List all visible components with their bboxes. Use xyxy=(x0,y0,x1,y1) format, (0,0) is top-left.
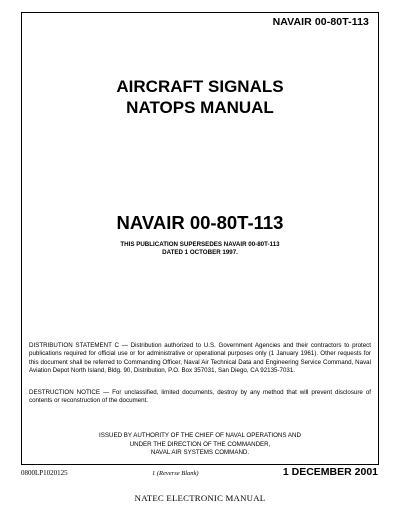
supersedes-line-1: THIS PUBLICATION SUPERSEDES NAVAIR 00-80T-113 xyxy=(120,241,280,248)
distribution-statement: DISTRIBUTION STATEMENT C — Distribution authorized to U.S. Government Agencies and their contractors to protect publications required for official use or for administrative or operational purposes only (1 January 1961). Other requests for this document shall be referred to Commanding Officer, Naval Air Technical Data and Engineering Service Command, Naval Aviation Depot North Island, Bldg. 90, Distribution, P.O. Box 357031, San Diego, CA 92135-7031. xyxy=(29,342,371,374)
supersedes-line-2: DATED 1 OCTOBER 1997. xyxy=(162,249,238,256)
footer-code: 0800LP1020125 xyxy=(21,469,68,477)
footer-page-note: 1 (Reverse Blank) xyxy=(152,470,199,477)
page-frame xyxy=(21,12,379,465)
title-line-2: NATOPS MANUAL xyxy=(126,98,274,117)
title-line-1: AIRCRAFT SIGNALS xyxy=(116,77,284,96)
header-doc-code: NAVAIR 00-80T-113 xyxy=(272,16,369,28)
authority-line-2: UNDER THE DIRECTION OF THE COMMANDER, xyxy=(129,440,271,448)
footer-date: 1 DECEMBER 2001 xyxy=(282,466,378,478)
page-title xyxy=(22,76,378,118)
bottom-caption: NATEC ELECTRONIC MANUAL xyxy=(134,493,266,503)
authority-statement xyxy=(22,432,378,458)
supersedes-notice xyxy=(22,241,378,257)
authority-line-3: NAVAL AIR SYSTEMS COMMAND. xyxy=(150,449,250,456)
main-doc-code: NAVAIR 00-80T-113 xyxy=(116,212,284,233)
authority-line-1: ISSUED BY AUTHORITY OF THE CHIEF OF NAVAL OPERATIONS AND xyxy=(99,432,301,439)
destruction-notice: DESTRUCTION NOTICE — For unclassified, limited documents, destroy by any method that will prevent disclosure of contents or reconstruction of the document. xyxy=(29,389,371,405)
